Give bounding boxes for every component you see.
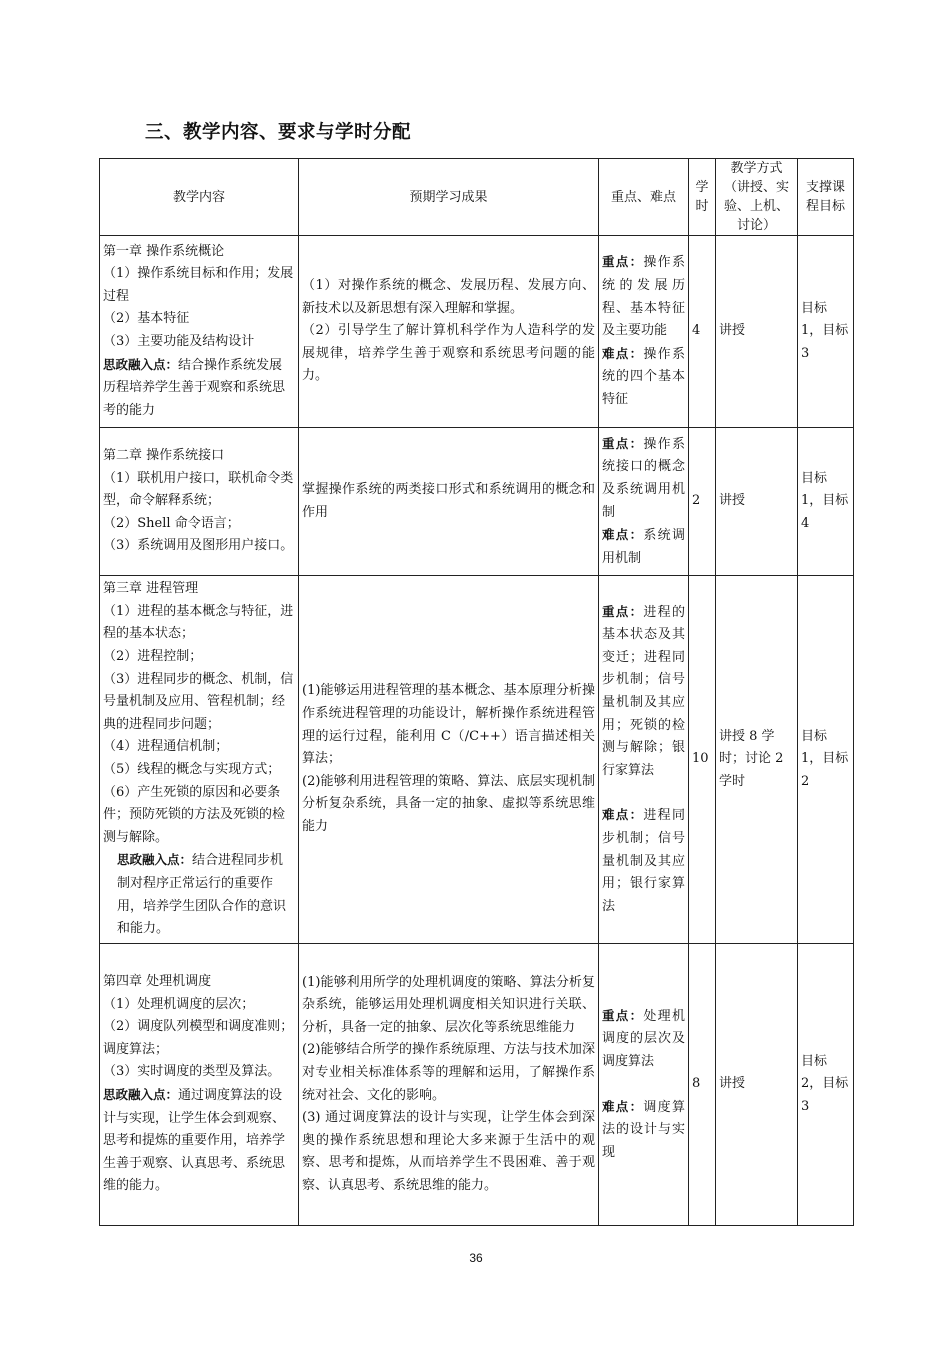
key-block xyxy=(602,601,685,783)
table-row xyxy=(100,576,854,944)
keypoints-cell xyxy=(599,236,689,428)
keypoints-cell xyxy=(599,428,689,576)
content-line: （3）进程同步的概念、机制，信号量机制及应用、管程机制；经典的进程同步问题； xyxy=(103,671,294,732)
header-keypoints: 重点、难点 xyxy=(599,159,689,236)
content-cell xyxy=(100,428,299,576)
key-text: 处理机调度的层次及调度算法 xyxy=(602,1008,685,1069)
content-line: （4）进程通信机制； xyxy=(103,739,229,755)
table-header-row xyxy=(100,159,854,236)
targets-cell: 目标 1，目标 4 xyxy=(798,428,854,576)
outcome-line: （1）对操作系统的概念、发展历程、发展方向、新技术以及新思想有深入理解和掌握。 xyxy=(302,278,595,316)
content-line: 第三章 进程管理 xyxy=(103,581,199,597)
ideology-label: 思政融入点： xyxy=(117,852,193,868)
table-row xyxy=(100,236,854,428)
ideology-label: 思政融入点： xyxy=(103,356,179,372)
content-line: （2）基本特征 xyxy=(103,311,190,327)
page-number: 36 xyxy=(469,1251,483,1265)
outcomes-cell xyxy=(299,428,599,576)
spacer xyxy=(602,782,685,804)
keypoints-cell xyxy=(599,576,689,944)
outcome-line: (2)能够结合所学的操作系统原理、方法与技术加深对专业相关标准体系等的理解和运用，了解操作系统对社会、文化的影响。 xyxy=(302,1042,595,1103)
diff-block xyxy=(602,1096,685,1165)
section-title: 三、教学内容、要求与学时分配 xyxy=(145,122,412,143)
table-row xyxy=(100,428,854,576)
method-cell: 讲授 8 学时；讨论 2 学时 xyxy=(716,576,798,944)
keypoints-cell xyxy=(599,944,689,1226)
diff-label: 难点： xyxy=(602,1098,644,1114)
ideology-block xyxy=(103,1084,295,1198)
content-line: （3）主要功能及结构设计 xyxy=(103,334,255,349)
outcome-line: (1)能够运用进程管理的基本概念、基本原理分析操作系统进程管理的功能设计，解析操作系统进程管理的运行过程，能利用 C（/C++）语言描述相关算法； xyxy=(302,683,595,767)
outcome-line: (3) 通过调度算法的设计与实现，让学生体会到深奥的操作系统思想和理论大多来源于生活中的观察、思考和提炼，从而培养学生不畏困难、善于观察、认真思考、系统思维的能力。 xyxy=(302,1110,595,1193)
teaching-content-table xyxy=(99,158,854,1226)
ideology-block xyxy=(103,354,295,423)
content-line: （6）产生死锁的原因和必要条件；预防死锁的方法及死锁的检测与解除。 xyxy=(103,784,286,845)
diff-label: 难点： xyxy=(602,345,644,361)
header-content: 教学内容 xyxy=(100,159,299,236)
ideology-text: 结合进程同步机制对程序正常运行的重要作用，培养学生团队合作的意识和能力。 xyxy=(117,853,287,937)
content-line: （1）进程的基本概念与特征，进程的基本状态； xyxy=(103,603,294,642)
hours-cell: 8 xyxy=(689,944,716,1226)
content-line: （3）实时调度的类型及算法。 xyxy=(103,1064,281,1080)
targets-cell: 目标 1，目标 2 xyxy=(798,576,854,944)
header-method: 教学方式（讲授、实验、上机、讨论） xyxy=(716,159,798,236)
content-line: （1）联机用户接口，联机命令类型，命令解释系统； xyxy=(103,470,294,509)
content-line: （3）系统调用及图形用户接口。 xyxy=(103,538,294,554)
table-row xyxy=(100,944,854,1226)
key-text: 操作系统接口的概念及系统调用机制 xyxy=(602,436,685,520)
diff-block xyxy=(602,524,685,570)
content-line: （2）进程控制； xyxy=(103,649,203,665)
content-line: （2）Shell 命令语言； xyxy=(103,515,240,531)
outcome-line: (2)能够利用进程管理的策略、算法、底层实现机制分析复杂系统，具备一定的抽象、虚拟等系统思维能力 xyxy=(302,773,595,834)
content-line: （5）线程的概念与实现方式； xyxy=(103,762,281,777)
diff-label: 难点： xyxy=(602,807,644,823)
diff-text: 调度算法的设计与实现 xyxy=(602,1099,685,1160)
diff-block xyxy=(602,343,685,412)
outcome-line: 掌握操作系统的两类接口形式和系统调用的概念和作用 xyxy=(302,481,595,520)
key-label: 重点： xyxy=(602,603,644,619)
targets-cell: 目标 1，目标 3 xyxy=(798,236,854,428)
diff-text: 操作系统的四个基本特征 xyxy=(602,346,685,407)
key-label: 重点： xyxy=(602,435,644,451)
key-block xyxy=(602,1005,685,1074)
header-hours: 学时 xyxy=(689,159,716,236)
method-cell: 讲授 xyxy=(716,428,798,576)
hours-cell: 10 xyxy=(689,576,716,944)
outcome-line: (1)能够利用所学的处理机调度的策略、算法分析复杂系统，能够运用处理机调度相关知识进行关联、分析，具备一定的抽象、层次化等系统思维能力 xyxy=(302,974,595,1035)
method-cell: 讲授 xyxy=(716,944,798,1226)
content-line: 第二章 操作系统接口 xyxy=(103,448,225,464)
content-cell xyxy=(100,236,299,428)
targets-cell: 目标 2，目标 3 xyxy=(798,944,854,1226)
content-line: （1）处理机调度的层次； xyxy=(103,996,255,1012)
key-text: 操作系统的发展历程、基本特征及主要功能 xyxy=(602,255,685,339)
hours-cell: 2 xyxy=(689,428,716,576)
content-cell xyxy=(100,944,299,1226)
header-outcomes: 预期学习成果 xyxy=(299,159,599,236)
diff-text: 进程同步机制；信号量机制及其应用；银行家算法 xyxy=(602,808,685,914)
key-text: 进程的基本状态及其变迁；进程同步机制；信号量机制及其应用；死锁的检测与解除；银行家算法 xyxy=(602,604,685,778)
key-label: 重点： xyxy=(602,254,644,270)
outcomes-cell xyxy=(299,236,599,428)
ideology-text: 通过调度算法的设计与实现，让学生体会到观察、思考和提炼的重要作用，培养学生善于观察、认真思考、系统思维的能力。 xyxy=(103,1088,286,1194)
method-cell: 讲授 xyxy=(716,236,798,428)
ideology-block xyxy=(103,849,295,940)
content-line: 第四章 处理机调度 xyxy=(103,974,212,990)
outcome-line: （2）引导学生了解计算机科学作为人造科学的发展规律，培养学生善于观察和系统思考问题的能力。 xyxy=(302,323,595,384)
content-cell xyxy=(100,576,299,944)
spacer xyxy=(602,1074,685,1096)
ideology-text: 结合操作系统发展历程培养学生善于观察和系统思考的能力 xyxy=(103,357,286,418)
diff-block xyxy=(602,804,685,918)
content-line: 第一章 操作系统概论 xyxy=(103,243,225,259)
diff-label: 难点： xyxy=(602,527,644,543)
hours-cell: 4 xyxy=(689,236,716,428)
outcomes-cell xyxy=(299,944,599,1226)
ideology-label: 思政融入点： xyxy=(103,1087,179,1102)
key-block xyxy=(602,433,685,524)
header-targets: 支撑课程目标 xyxy=(798,159,854,236)
content-line: （1）操作系统目标和作用；发展过程 xyxy=(103,266,294,304)
outcomes-cell xyxy=(299,576,599,944)
key-block xyxy=(602,251,685,342)
key-label: 重点： xyxy=(602,1007,644,1023)
diff-text: 系统调用机制 xyxy=(602,528,685,566)
content-line: （2）调度队列模型和调度准则；调度算法； xyxy=(103,1019,294,1057)
